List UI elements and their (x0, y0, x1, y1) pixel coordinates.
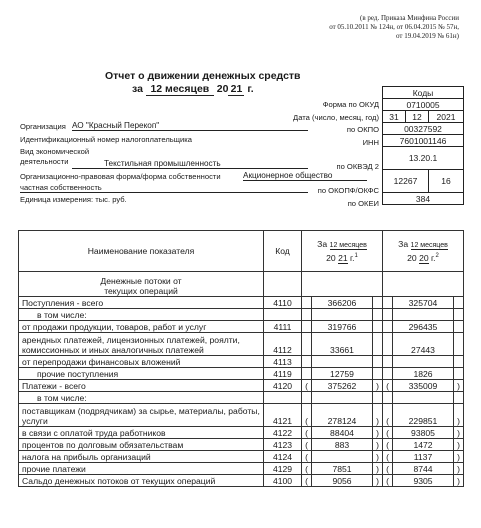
unit-label: Единица измерения: тыс. руб. (20, 195, 127, 204)
row-current-close-paren (373, 368, 383, 380)
row-code: 4124 (264, 451, 302, 463)
section-current-cell (302, 272, 383, 297)
row-code: 4129 (264, 463, 302, 475)
row-name: арендных платежей, лицензионных платежей, роялти, комиссионных и иных аналогичных платежей (19, 333, 264, 356)
column-code-header: Код (264, 231, 302, 272)
codes-header: Коды (383, 87, 464, 99)
previous-year: 20 (419, 253, 429, 263)
row-current-close-paren: ) (373, 451, 383, 463)
okved-label: по ОКВЭД 2 (336, 162, 379, 171)
activity-value: Текстильная промышленность (72, 159, 308, 169)
section-previous-cell (383, 272, 464, 297)
row-current-open-paren (302, 333, 312, 356)
previous-suffix: г. (431, 253, 436, 263)
row-current-open-paren (302, 309, 312, 321)
row-code: 4123 (264, 439, 302, 451)
row-previous-open-paren (383, 392, 393, 404)
section-title-line2: текущих операций (104, 286, 178, 296)
inn-description: Идентификационный номер налогоплательщика (20, 135, 192, 144)
table-row (19, 368, 464, 380)
previous-period: 12 месяцев (410, 242, 448, 249)
okud-code: 0710005 (383, 99, 464, 111)
column-previous-period-header (383, 231, 464, 272)
row-current-close-paren: ) (373, 463, 383, 475)
row-name: Поступления - всего (19, 297, 264, 309)
row-previous-close-paren (454, 356, 464, 368)
row-previous-open-paren: ( (383, 475, 393, 487)
okfs-code: 16 (429, 170, 464, 193)
row-previous-close-paren (454, 309, 464, 321)
row-previous-value: 296435 (393, 321, 454, 333)
row-previous-value: 93805 (393, 427, 454, 439)
table-row (19, 380, 464, 392)
row-current-close-paren (373, 297, 383, 309)
date-year: 2021 (429, 111, 464, 123)
row-name: Сальдо денежных потоков от текущих операций (19, 475, 264, 487)
cash-flow-table (18, 230, 464, 487)
row-current-value: 33661 (312, 333, 373, 356)
current-period: 12 месяцев (329, 242, 367, 249)
row-previous-open-paren: ( (383, 380, 393, 392)
table-row (19, 439, 464, 451)
table-row (19, 475, 464, 487)
row-previous-close-paren: ) (454, 439, 464, 451)
row-name: от продажи продукции, товаров, работ и услуг (19, 321, 264, 333)
row-current-value: 7851 (312, 463, 373, 475)
row-previous-open-paren: ( (383, 451, 393, 463)
report-year-prefix: 20 (216, 83, 229, 95)
current-year-prefix: 20 (326, 253, 336, 263)
row-current-value: 12759 (312, 368, 373, 380)
row-code: 4122 (264, 427, 302, 439)
row-previous-value: 9305 (393, 475, 454, 487)
row-previous-value: 1137 (393, 451, 454, 463)
row-current-close-paren: ) (373, 475, 383, 487)
row-previous-close-paren (454, 392, 464, 404)
inn-code: 7601001146 (383, 135, 464, 147)
form-edition-note-line2: от 05.10.2011 № 124н, от 06.04.2015 № 57н, (329, 23, 459, 31)
row-code: 4110 (264, 297, 302, 309)
row-previous-close-paren: ) (454, 404, 464, 427)
row-code: 4119 (264, 368, 302, 380)
legal-form-label: Организационно-правовая форма/форма собственности (20, 172, 221, 181)
report-period (132, 83, 254, 96)
column-current-period-header (302, 231, 383, 272)
row-previous-close-paren: ) (454, 451, 464, 463)
okud-label: Форма по ОКУД (322, 100, 379, 109)
row-current-close-paren (373, 333, 383, 356)
row-previous-close-paren: ) (454, 380, 464, 392)
row-previous-open-paren: ( (383, 427, 393, 439)
row-current-close-paren: ) (373, 427, 383, 439)
okpo-code: 00327592 (383, 123, 464, 135)
section-title-line1: Денежные потоки от (100, 276, 182, 286)
form-edition-note (329, 14, 459, 41)
row-previous-close-paren (454, 368, 464, 380)
row-name: от перепродажи финансовых вложений (19, 356, 264, 368)
date-label: Дата (число, месяц, год) (293, 113, 379, 122)
row-previous-open-paren (383, 333, 393, 356)
table-row (19, 427, 464, 439)
row-name: в связи с оплатой труда работников (19, 427, 264, 439)
row-previous-close-paren: ) (454, 463, 464, 475)
row-code: 4112 (264, 333, 302, 356)
report-period-value: 12 месяцев (146, 83, 214, 96)
row-previous-open-paren (383, 356, 393, 368)
row-current-value: 375262 (312, 380, 373, 392)
report-year-suffix: г. (247, 83, 254, 95)
row-current-open-paren: ( (302, 427, 312, 439)
table-row (19, 309, 464, 321)
row-current-value (312, 356, 373, 368)
row-current-open-paren: ( (302, 451, 312, 463)
previous-prefix: За (398, 239, 409, 249)
row-name: прочие поступления (19, 368, 264, 380)
okei-label: по ОКЕИ (347, 199, 379, 208)
row-current-close-paren (373, 309, 383, 321)
row-current-close-paren (373, 392, 383, 404)
row-previous-value: 27443 (393, 333, 454, 356)
row-name: Платежи - всего (19, 380, 264, 392)
row-previous-value: 229851 (393, 404, 454, 427)
table-row (19, 404, 464, 427)
row-previous-value (393, 309, 454, 321)
row-name: в том числе: (19, 309, 264, 321)
table-row (19, 451, 464, 463)
row-name: процентов по долговым обязательствам (19, 439, 264, 451)
row-previous-value: 325704 (393, 297, 454, 309)
row-current-open-paren (302, 368, 312, 380)
row-current-open-paren (302, 297, 312, 309)
organization-label: Организация (20, 122, 66, 131)
current-prefix: За (317, 239, 328, 249)
row-current-close-paren (373, 356, 383, 368)
row-code: 4121 (264, 404, 302, 427)
row-current-value: 319766 (312, 321, 373, 333)
activity-label-line2: деятельности (20, 157, 69, 166)
section-title (19, 272, 264, 297)
row-previous-open-paren (383, 321, 393, 333)
row-name: в том числе: (19, 392, 264, 404)
row-previous-close-paren (454, 297, 464, 309)
row-current-open-paren (302, 392, 312, 404)
previous-footnote: 2 (435, 253, 439, 260)
row-current-close-paren: ) (373, 439, 383, 451)
row-code: 4100 (264, 475, 302, 487)
row-name: налога на прибыль организаций (19, 451, 264, 463)
row-code (264, 392, 302, 404)
row-previous-open-paren: ( (383, 463, 393, 475)
column-name-header: Наименование показателя (19, 231, 264, 272)
row-current-value: 88404 (312, 427, 373, 439)
row-previous-close-paren (454, 321, 464, 333)
row-current-close-paren: ) (373, 404, 383, 427)
row-current-open-paren: ( (302, 439, 312, 451)
date-day: 31 (383, 111, 406, 123)
report-year-value: 21 (228, 83, 244, 96)
row-code: 4111 (264, 321, 302, 333)
table-row (19, 297, 464, 309)
row-previous-open-paren (383, 297, 393, 309)
row-previous-value: 1826 (393, 368, 454, 380)
okei-code: 384 (383, 193, 464, 205)
row-current-close-paren (373, 321, 383, 333)
report-title: Отчет о движении денежных средств (105, 70, 301, 82)
table-row (19, 463, 464, 475)
row-current-value: 366206 (312, 297, 373, 309)
section-code-cell (264, 272, 302, 297)
row-current-open-paren: ( (302, 475, 312, 487)
row-name: поставщикам (подрядчикам) за сырье, материалы, работы, услуги (19, 404, 264, 427)
okopf-label: по ОКОПФ/ОКФС (317, 186, 379, 195)
row-previous-value (393, 392, 454, 404)
section-row (19, 272, 464, 297)
report-period-prefix: за (132, 83, 143, 95)
row-current-value (312, 392, 373, 404)
row-code: 4113 (264, 356, 302, 368)
table-header-row (19, 231, 464, 272)
row-current-open-paren (302, 356, 312, 368)
legal-form-value: Акционерное общество (243, 171, 367, 181)
row-previous-value: 1472 (393, 439, 454, 451)
row-current-value: 9056 (312, 475, 373, 487)
row-current-value (312, 451, 373, 463)
row-code (264, 309, 302, 321)
organization-name: АО "Красный Перекоп" (72, 121, 308, 131)
row-previous-open-paren (383, 309, 393, 321)
row-previous-open-paren (383, 368, 393, 380)
row-current-open-paren (302, 321, 312, 333)
okopf-code: 12267 (383, 170, 429, 193)
current-year: 21 (338, 253, 348, 263)
ownership-value: частная собственность (20, 183, 308, 193)
row-previous-value (393, 356, 454, 368)
current-footnote: 1 (354, 253, 358, 260)
table-row (19, 333, 464, 356)
form-edition-note-line1: (в ред. Приказа Минфина России (360, 14, 459, 22)
date-month: 12 (406, 111, 429, 123)
row-current-open-paren: ( (302, 380, 312, 392)
previous-year-prefix: 20 (407, 253, 417, 263)
row-current-value (312, 309, 373, 321)
codes-table (382, 86, 464, 205)
row-current-open-paren: ( (302, 404, 312, 427)
row-previous-close-paren: ) (454, 427, 464, 439)
current-suffix: г. (350, 253, 355, 263)
row-current-value: 278124 (312, 404, 373, 427)
table-row (19, 356, 464, 368)
row-current-open-paren: ( (302, 463, 312, 475)
row-previous-value: 8744 (393, 463, 454, 475)
row-current-close-paren: ) (373, 380, 383, 392)
row-previous-value: 335009 (393, 380, 454, 392)
table-row (19, 321, 464, 333)
okpo-label: по ОКПО (346, 125, 379, 134)
row-code: 4120 (264, 380, 302, 392)
okved-code: 13.20.1 (383, 147, 464, 170)
row-previous-close-paren (454, 333, 464, 356)
row-previous-open-paren: ( (383, 439, 393, 451)
activity-label-line1: Вид экономической (20, 147, 90, 156)
row-previous-close-paren: ) (454, 475, 464, 487)
row-current-value: 883 (312, 439, 373, 451)
table-row (19, 392, 464, 404)
row-previous-open-paren: ( (383, 404, 393, 427)
form-edition-note-line3: от 19.04.2019 № 61н) (396, 32, 459, 40)
row-name: прочие платежи (19, 463, 264, 475)
inn-label: ИНН (362, 138, 379, 147)
